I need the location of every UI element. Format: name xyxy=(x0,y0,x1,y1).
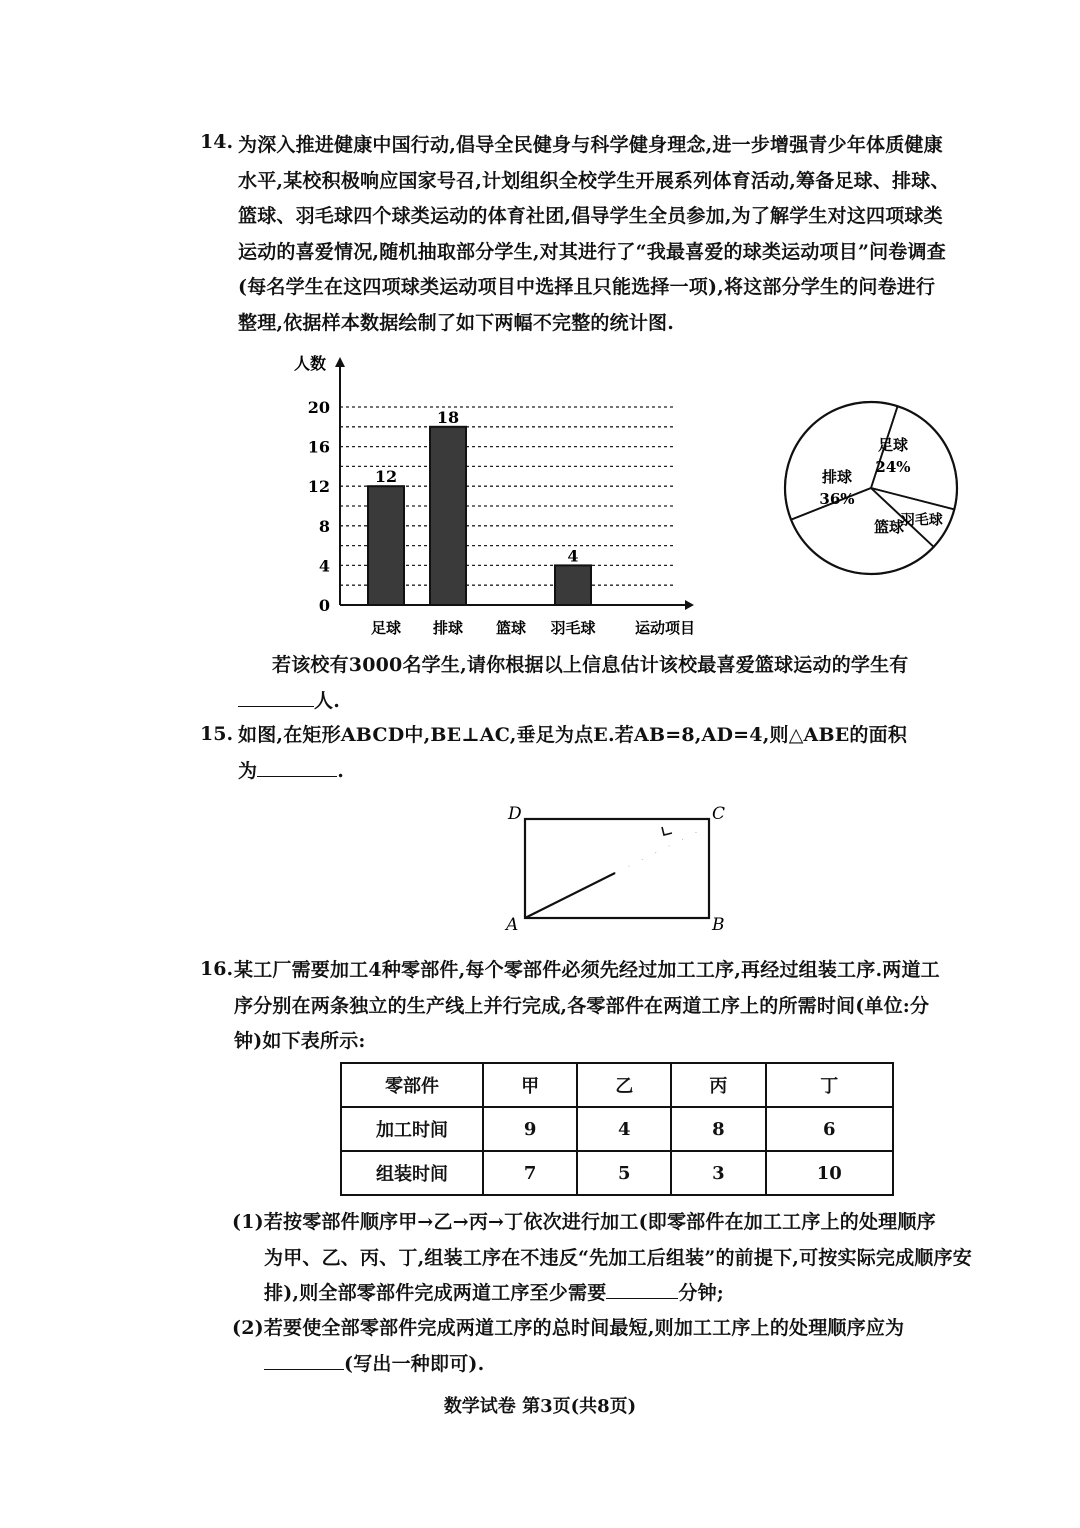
pie-chart-slices xyxy=(785,402,957,574)
table-row xyxy=(341,1151,893,1195)
bar-value-label: 18 xyxy=(436,407,460,427)
bar xyxy=(430,427,466,605)
pie-slice-percent: 24% xyxy=(875,458,911,476)
table-cell: 7 xyxy=(483,1151,577,1195)
q16-sub1 xyxy=(232,1205,1032,1312)
table-cell: 10 xyxy=(766,1151,893,1195)
q15-line-1: 如图,在矩形ABCD中,BE⊥AC,垂足为点E.若AB=8,AD=4,则△ABE的面积 xyxy=(238,724,908,746)
pie-chart xyxy=(785,394,985,594)
q14-stem xyxy=(238,128,1028,341)
pie-slice-label: 羽毛球 xyxy=(900,512,943,529)
q15-number: 15. xyxy=(200,723,234,745)
right-angle-mark xyxy=(662,827,672,835)
q14-answer-unit: 人. xyxy=(314,690,341,712)
q16-line-3: 钟)如下表所示: xyxy=(234,1030,366,1052)
table-cell: 6 xyxy=(766,1107,893,1151)
segment-be xyxy=(660,835,709,918)
parts-time-table xyxy=(340,1062,894,1196)
y-tick-label: 20 xyxy=(307,398,330,417)
pie-slice-label: 足球 xyxy=(877,436,909,454)
label-a: A xyxy=(506,915,519,935)
label-d: D xyxy=(508,804,522,824)
q15-line-2-suffix: . xyxy=(337,759,345,782)
pie-slice-label: 排球 xyxy=(821,468,853,486)
table-header-cell: 丙 xyxy=(671,1063,765,1107)
table-cell: 组装时间 xyxy=(341,1151,483,1195)
q15-line-2-prefix: 为 xyxy=(238,759,258,782)
q14-line-5: (每名学生在这四项球类运动项目中选择且只能选择一项),将这部分学生的问卷进行 xyxy=(238,276,936,298)
y-tick-label: 8 xyxy=(318,516,330,536)
bar-value-label: 12 xyxy=(374,467,398,487)
table-header-cell: 零部件 xyxy=(341,1063,483,1107)
q16-sub2 xyxy=(232,1311,1032,1382)
q15-answer-blank[interactable] xyxy=(257,756,337,777)
q14-line-4: 运动的喜爱情况,随机抽取部分学生,对其进行了“我最喜爱的球类运动项目”问卷调查 xyxy=(238,240,946,263)
table-row xyxy=(341,1107,893,1151)
q16-sub1-text-1: 若按零部件顺序甲→乙→丙→丁依次进行加工(即零部件在加工工序上的处理顺序 xyxy=(263,1211,936,1233)
x-axis-title: 运动项目 xyxy=(635,619,696,637)
y-tick-label: 16 xyxy=(307,437,330,457)
q16-line-1: 某工厂需要加工4种零部件,每个零部件必须先经过加工工序,再经过组装工序.两道工 xyxy=(234,959,940,981)
q15-stem xyxy=(238,718,1028,789)
x-tick-label: 羽毛球 xyxy=(550,619,596,637)
q14-line-1: 为深入推进健康中国行动,倡导全民健身与科学健身理念,进一步增强青少年体质健康 xyxy=(238,134,943,156)
table-cell: 3 xyxy=(671,1151,765,1195)
table-header-row xyxy=(341,1063,893,1107)
bar-chart-bars xyxy=(368,427,591,605)
q16-sub1-line-3 xyxy=(232,1276,1032,1312)
q16-sub2-line-1 xyxy=(232,1311,1032,1347)
q16-sub2-line-2 xyxy=(232,1347,1032,1383)
y-tick-label: 12 xyxy=(307,477,330,497)
q16-sub1-unit: 分钟; xyxy=(678,1282,725,1304)
bar-chart xyxy=(290,345,720,645)
bar xyxy=(555,565,591,605)
x-axis-arrow xyxy=(685,600,694,610)
page-footer: 数学试卷 第3页(共8页) xyxy=(443,1396,637,1417)
bar xyxy=(368,486,404,605)
q16-number: 16. xyxy=(200,958,234,980)
table-header-cell: 丁 xyxy=(766,1063,893,1107)
table-cell: 4 xyxy=(577,1107,671,1151)
q14-number: 14. xyxy=(200,131,234,153)
pie-slice-percent: 36% xyxy=(819,490,855,508)
q16-sub1-label: (1) xyxy=(232,1211,264,1233)
q16-sub2-text-2: (写出一种即可). xyxy=(344,1352,485,1375)
y-axis-title: 人数 xyxy=(294,354,327,373)
q14-line-2: 水平,某校积极响应国家号召,计划组织全校学生开展系列体育活动,筹备足球、排球、 xyxy=(238,169,950,192)
bar-chart-labels xyxy=(294,354,695,637)
q16-sub2-text-1: 若要使全部零部件完成两道工序的总时间最短,则加工工序上的处理顺序应为 xyxy=(263,1317,905,1339)
y-tick-label: 0 xyxy=(318,596,330,615)
x-tick-label: 足球 xyxy=(370,619,402,637)
q14-line-3: 篮球、羽毛球四个球类运动的体育社团,倡导学生全员参加,为了解学生对这四项球类 xyxy=(238,205,943,227)
q16-sub1-line-1 xyxy=(232,1205,1032,1241)
segment-ec xyxy=(615,826,709,873)
y-axis-arrow xyxy=(335,357,345,367)
q14-question xyxy=(272,648,1032,684)
q16-line-2: 序分别在两条独立的生产线上并行完成,各零部件在两道工序上的所需时间(单位:分 xyxy=(234,994,930,1017)
label-b: B xyxy=(712,915,725,935)
x-tick-label: 排球 xyxy=(432,619,464,637)
table-header-cell: 甲 xyxy=(483,1063,577,1107)
q15-line-2 xyxy=(238,754,1028,790)
pie-chart-labels xyxy=(819,436,942,536)
rectangle-figure xyxy=(500,805,760,935)
table-cell: 9 xyxy=(483,1107,577,1151)
label-c: C xyxy=(712,804,726,824)
y-tick-label: 4 xyxy=(318,556,330,576)
segment-ae xyxy=(525,873,615,918)
q16-sub1-text-3: 排),则全部零部件完成两道工序至少需要 xyxy=(264,1282,607,1304)
q16-sub1-line-2: 为甲、乙、丙、丁,组装工序在不违反“先加工后组装”的前提下,可按实际完成顺序安 xyxy=(264,1246,972,1269)
q16-sub1-answer-blank[interactable] xyxy=(606,1278,678,1299)
q16-sub2-answer-blank[interactable] xyxy=(264,1349,344,1370)
table-cell: 8 xyxy=(671,1107,765,1151)
table-header-cell: 乙 xyxy=(577,1063,671,1107)
pie-slice xyxy=(791,488,934,574)
q14-line-6: 整理,依据样本数据绘制了如下两幅不完整的统计图. xyxy=(238,311,675,334)
q14-answer-blank[interactable] xyxy=(238,686,314,707)
table-cell: 5 xyxy=(577,1151,671,1195)
table-cell: 加工时间 xyxy=(341,1107,483,1151)
q14-question-line-1: 若该校有3000名学生,请你根据以上信息估计该校最喜爱篮球运动的学生有 xyxy=(272,654,909,676)
q14-answer-line xyxy=(238,684,340,720)
q16-stem xyxy=(234,953,1024,1060)
x-tick-label: 篮球 xyxy=(495,619,527,637)
q16-sub2-label: (2) xyxy=(232,1317,264,1339)
bar-value-label: 4 xyxy=(567,546,579,566)
pie-slice-label: 篮球 xyxy=(873,518,905,536)
